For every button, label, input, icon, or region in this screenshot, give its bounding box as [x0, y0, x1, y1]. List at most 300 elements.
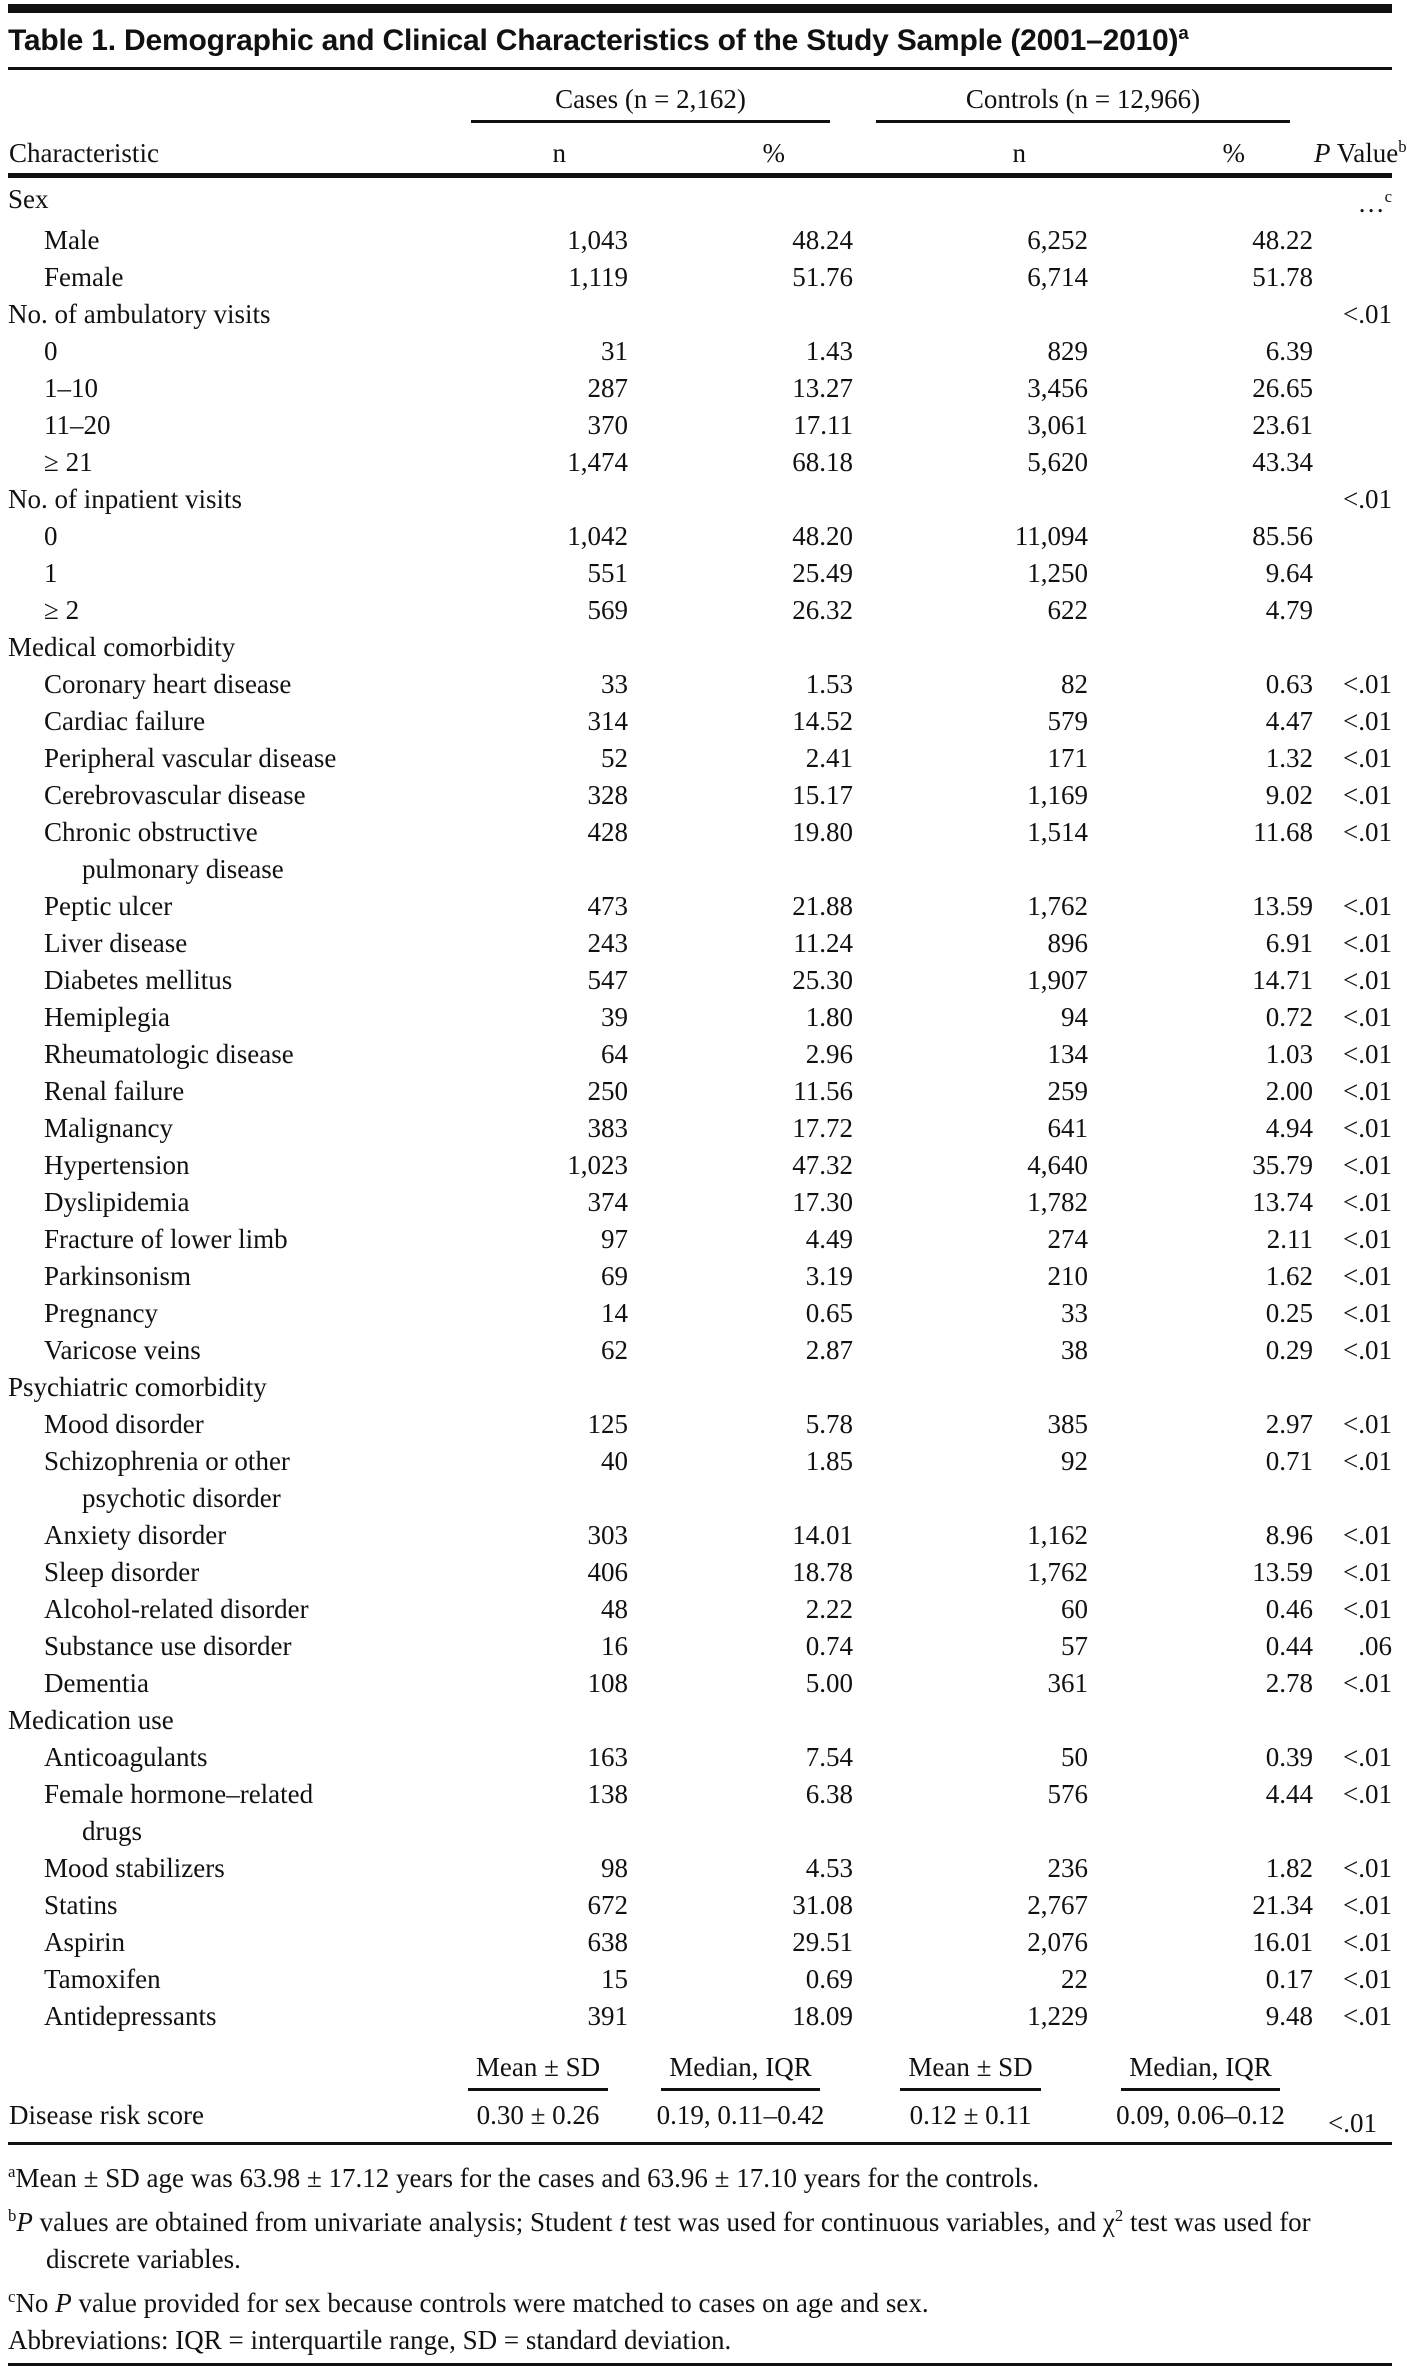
cell-controls-n: 579: [1047, 705, 1089, 736]
cell-cases-pct: 1.53: [805, 668, 854, 699]
cell-cases-n: 370: [587, 409, 628, 440]
cell-cases-n: [448, 851, 628, 888]
cell-p-value: [1313, 333, 1392, 370]
cell-cases-pct: 18.09: [792, 2000, 854, 2031]
cell-cases-pct: 11.24: [793, 927, 854, 958]
cell-controls-pct: 4.79: [1265, 594, 1314, 625]
cell-controls-pct: [1088, 296, 1313, 333]
cell-cases-n: [448, 1813, 628, 1850]
cell-controls-n: 50: [1061, 1741, 1089, 1772]
cell-controls-n: 2,767: [1027, 1889, 1089, 1920]
cell-cases-n: 52: [601, 742, 628, 773]
cell-cases-pct: [628, 1702, 853, 1739]
cell-controls-pct: 0.17: [1265, 1963, 1314, 1994]
cell-controls-n: 82: [1061, 668, 1089, 699]
table-row: [8, 962, 1392, 999]
cell-p-value: [1313, 407, 1392, 444]
cell-controls-n: [853, 175, 1088, 222]
cell-p-value: [1313, 518, 1392, 555]
cell-cases-pct: 68.18: [792, 446, 854, 477]
footnote-a: $^a$Mean ± SD age was 63.98 ± 17.12 years for the cases and 63.96 ± 17.10 years for the controls.: [8, 2161, 1040, 2193]
cell-cases-pct: 48.24: [792, 224, 854, 255]
row-label: Malignancy: [44, 1112, 173, 1143]
cell-controls-n: 1,229: [1027, 2000, 1089, 2031]
cell-cases-pct: 2.41: [805, 742, 854, 773]
cell-cases-n: 33: [601, 668, 628, 699]
cell-cases-pct: 47.32: [792, 1149, 854, 1180]
cell-p-value: <.01: [1343, 964, 1393, 995]
cell-controls-n: 33: [1061, 1297, 1089, 1328]
row-label: Antidepressants: [44, 2000, 217, 2031]
cell-cases-n: 163: [587, 1741, 628, 1772]
cell-controls-pct: 21.34: [1252, 1889, 1314, 1920]
cell-p-value: <.01: [1343, 1445, 1393, 1476]
cell-cases-pct: 29.51: [792, 1926, 854, 1957]
top-rule: [8, 4, 1392, 13]
cell-controls-pct: 26.65: [1252, 372, 1314, 403]
table-row: [8, 925, 1392, 962]
cell-controls-pct: 6.39: [1265, 335, 1314, 366]
cell-controls-n: 641: [1047, 1112, 1089, 1143]
controls-group-header: [853, 70, 1313, 124]
cell-controls-n: 576: [1047, 1778, 1089, 1809]
cell-p-value: [1313, 1702, 1392, 1739]
column-group-row: [8, 70, 1392, 124]
cell-cases-pct: 2.22: [805, 1593, 854, 1624]
cell-p-value: …$^c$: [1357, 186, 1393, 218]
cell-controls-pct: [1088, 1813, 1313, 1850]
cell-controls-n: 11,094: [1014, 520, 1089, 551]
table-row: [8, 1739, 1392, 1776]
cell-cases-pct: 18.78: [792, 1556, 854, 1587]
row-label: 1: [44, 557, 58, 588]
cell-p-value: <.01: [1343, 1741, 1393, 1772]
header-p-italic: P: [1314, 137, 1331, 168]
cell-cases-pct: [628, 481, 853, 518]
cell-controls-n: 3,061: [1027, 409, 1089, 440]
bottom-rule: [8, 2363, 1392, 2366]
cell-cases-n: 48: [601, 1593, 628, 1624]
cell-controls-pct: 13.59: [1252, 890, 1314, 921]
cell-cases-n: 138: [587, 1778, 628, 1809]
column-header-row: [8, 124, 1392, 176]
cell-cases-n: 40: [601, 1445, 628, 1476]
table-row: [8, 1887, 1392, 1924]
cell-controls-pct: 0.39: [1265, 1741, 1314, 1772]
footnote-c: $^c$No P value provided for sex because controls were matched to cases on age and sex.: [8, 2286, 929, 2318]
cell-controls-pct: 43.34: [1252, 446, 1314, 477]
cell-cases-pct: 0.74: [805, 1630, 854, 1661]
cell-controls-n: 1,762: [1027, 890, 1089, 921]
demographics-table: [8, 70, 1407, 2140]
risk-subheader-spacer: [8, 2035, 448, 2092]
cases-group-header: [448, 70, 853, 124]
row-label: Psychiatric comorbidity: [8, 1371, 267, 1402]
cell-p-value: <.01: [1343, 1001, 1393, 1032]
table-row: [8, 1295, 1392, 1332]
cell-controls-n: 1,169: [1027, 779, 1089, 810]
cell-p-value: [1313, 629, 1392, 666]
table-row: [8, 1591, 1392, 1628]
cell-controls-pct: 0.25: [1265, 1297, 1314, 1328]
cell-cases-n: 1,474: [567, 446, 628, 477]
table-row: [8, 740, 1392, 777]
table-row: [8, 1221, 1392, 1258]
table-row: [8, 1369, 1392, 1406]
cell-cases-n: 31: [601, 335, 628, 366]
cell-controls-n: 829: [1047, 335, 1089, 366]
cell-cases-pct: 25.49: [792, 557, 854, 588]
row-label: Sex: [8, 184, 49, 214]
cell-cases-n: 62: [601, 1334, 628, 1365]
table-row: [8, 592, 1392, 629]
row-label: 0: [44, 335, 58, 366]
table-row: [8, 777, 1392, 814]
cell-p-value: <.01: [1343, 1593, 1393, 1624]
cell-cases-n: 1,043: [567, 224, 628, 255]
cell-cases-pct: 3.19: [805, 1260, 854, 1291]
cell-cases-pct: [628, 629, 853, 666]
table-row: [8, 1036, 1392, 1073]
cell-controls-pct: 4.44: [1265, 1778, 1314, 1809]
row-label: Schizophrenia or other: [44, 1445, 290, 1476]
cell-cases-pct: [628, 1480, 853, 1517]
row-label: Cerebrovascular disease: [44, 779, 306, 810]
cell-p-value: <.01: [1343, 1963, 1393, 1994]
cell-controls-n: [853, 851, 1088, 888]
cell-controls-n: 1,250: [1027, 557, 1089, 588]
cell-p-value: <.01: [1343, 779, 1393, 810]
cell-controls-pct: [1088, 1480, 1313, 1517]
cell-controls-pct: 0.72: [1265, 1001, 1314, 1032]
cell-controls-n: 210: [1047, 1260, 1089, 1291]
table-row: [8, 370, 1392, 407]
footnote-b: $^b$P values are obtained from univariate analysis; Student t test was used for continuous variables, and $\chi^2$ test was used for discrete variables.: [8, 2205, 1311, 2274]
cell-controls-n: 4,640: [1027, 1149, 1089, 1180]
cell-cases-n: 547: [587, 964, 628, 995]
cell-controls-pct: 35.79: [1252, 1149, 1314, 1180]
cell-p-value: [1313, 555, 1392, 592]
cell-cases-n: 391: [587, 2000, 628, 2031]
cell-controls-n: 38: [1061, 1334, 1089, 1365]
cell-p-value: <.01: [1343, 1852, 1393, 1883]
risk-subheader-controls-median: Median, IQR: [1088, 2035, 1313, 2092]
row-label: Parkinsonism: [44, 1260, 192, 1291]
cell-p-value: <.01: [1343, 1223, 1393, 1254]
cell-cases-pct: 21.88: [792, 890, 854, 921]
cell-controls-pct: 2.78: [1265, 1667, 1314, 1698]
row-label: Peptic ulcer: [44, 890, 173, 921]
cell-controls-pct: 4.47: [1265, 705, 1314, 736]
cell-controls-n: 2,076: [1027, 1926, 1089, 1957]
cell-controls-n: 6,714: [1027, 261, 1089, 292]
cell-cases-n: 125: [587, 1408, 628, 1439]
cell-cases-n: 108: [587, 1667, 628, 1698]
header-p-footnote-marker: b: [1398, 136, 1407, 156]
cell-cases-pct: 19.80: [792, 816, 854, 847]
table-title-text: Table 1. Demographic and Clinical Characteristics of the Study Sample (2001–2010): [8, 24, 1179, 57]
table-row: [8, 1147, 1392, 1184]
row-label: Medical comorbidity: [8, 631, 236, 662]
header-p-value: [1313, 124, 1407, 176]
cell-controls-pct: 9.02: [1265, 779, 1314, 810]
risk-cases-mean-sd: 0.30 ± 0.26: [476, 2100, 600, 2130]
cell-controls-pct: 0.44: [1265, 1630, 1314, 1661]
table-row: [8, 1628, 1392, 1665]
table-row: [8, 444, 1392, 481]
cell-controls-pct: [1088, 629, 1313, 666]
table-row: [8, 629, 1392, 666]
table-row: [8, 1998, 1392, 2035]
table-row: [8, 1480, 1392, 1517]
row-label: 0: [44, 520, 58, 551]
risk-controls-mean-sd: 0.12 ± 0.11: [909, 2100, 1032, 2130]
cell-cases-n: 1,042: [567, 520, 628, 551]
table-row: [8, 296, 1392, 333]
cell-cases-n: 69: [601, 1260, 628, 1291]
cell-controls-n: 274: [1047, 1223, 1089, 1254]
table-row: [8, 1554, 1392, 1591]
cell-p-value: <.01: [1343, 2000, 1393, 2031]
cell-cases-pct: 7.54: [805, 1741, 854, 1772]
cell-controls-n: 134: [1047, 1038, 1089, 1069]
cell-cases-n: [448, 629, 628, 666]
group-spacer: [8, 70, 448, 124]
table-row: [8, 1702, 1392, 1739]
cell-controls-n: [853, 1813, 1088, 1850]
row-label: Coronary heart disease: [44, 668, 292, 699]
cell-cases-pct: 2.87: [805, 1334, 854, 1365]
row-label: Cardiac failure: [44, 705, 206, 736]
cell-cases-pct: 2.96: [805, 1038, 854, 1069]
cell-cases-pct: 0.65: [805, 1297, 854, 1328]
header-controls-n: n: [853, 124, 1088, 176]
cell-p-value: [1313, 370, 1392, 407]
row-label: ≥ 21: [44, 446, 93, 477]
cell-p-value: <.01: [1343, 1260, 1393, 1291]
row-label: Diabetes mellitus: [44, 964, 233, 995]
risk-cases-median-iqr: 0.19, 0.11–0.42: [656, 2100, 825, 2130]
cell-cases-n: 428: [587, 816, 628, 847]
cell-controls-pct: [1088, 481, 1313, 518]
cell-cases-pct: 17.11: [793, 409, 854, 440]
cell-controls-n: 22: [1061, 1963, 1089, 1994]
cell-controls-n: 896: [1047, 927, 1089, 958]
cell-controls-n: 385: [1047, 1408, 1089, 1439]
p-value-footnote-marker: c: [1384, 186, 1393, 206]
cell-p-value: <.01: [1343, 1667, 1393, 1698]
cell-controls-n: [853, 1369, 1088, 1406]
cell-controls-pct: 0.46: [1265, 1593, 1314, 1624]
row-label: Fracture of lower limb: [44, 1223, 288, 1254]
cell-controls-pct: 2.00: [1265, 1075, 1314, 1106]
cell-cases-pct: 15.17: [792, 779, 854, 810]
table-row: [8, 481, 1392, 518]
table-row: [8, 1258, 1392, 1295]
cell-p-value: [1313, 444, 1392, 481]
table-body: [8, 175, 1392, 2035]
cell-controls-pct: [1088, 175, 1313, 222]
cell-p-value: <.01: [1343, 1149, 1393, 1180]
table-title-footnote-marker: a: [1178, 22, 1189, 43]
cell-controls-pct: [1088, 851, 1313, 888]
cell-cases-n: 1,119: [568, 261, 628, 292]
table-row: [8, 222, 1392, 259]
header-cases-n: n: [448, 124, 628, 176]
cell-controls-n: [853, 296, 1088, 333]
cell-controls-pct: 0.71: [1265, 1445, 1314, 1476]
row-label: Mood stabilizers: [44, 1852, 225, 1883]
cell-cases-pct: 0.69: [805, 1963, 854, 1994]
cell-controls-pct: 0.29: [1265, 1334, 1314, 1365]
cell-cases-n: 383: [587, 1112, 628, 1143]
row-label: No. of inpatient visits: [8, 483, 242, 514]
row-label: ≥ 2: [44, 594, 80, 625]
cell-controls-n: 94: [1061, 1001, 1089, 1032]
cell-controls-pct: 4.94: [1265, 1112, 1314, 1143]
cell-controls-pct: 48.22: [1252, 224, 1314, 255]
row-label: No. of ambulatory visits: [8, 298, 271, 329]
cell-controls-pct: 1.62: [1265, 1260, 1314, 1291]
cell-controls-pct: 85.56: [1252, 520, 1314, 551]
cell-controls-pct: 13.74: [1252, 1186, 1314, 1217]
table-row: [8, 1517, 1392, 1554]
cell-cases-pct: 26.32: [792, 594, 854, 625]
risk-score-section: [8, 2035, 1392, 2140]
row-label: Statins: [44, 1889, 118, 1920]
row-label: Hemiplegia: [44, 1001, 170, 1032]
row-label: psychotic disorder: [82, 1482, 281, 1513]
risk-values-row: [8, 2092, 1392, 2140]
row-label: 1–10: [44, 372, 98, 403]
risk-subheader-row: [8, 2035, 1392, 2092]
cell-p-value: <.01: [1343, 298, 1393, 329]
cell-cases-pct: 4.49: [805, 1223, 854, 1254]
paper-table-page: [0, 4, 1407, 2355]
cell-p-value: <.01: [1343, 483, 1393, 514]
footnote-abbreviations: Abbreviations: IQR = interquartile range, SD = standard deviation.: [8, 2324, 732, 2355]
cell-cases-n: 569: [587, 594, 628, 625]
cell-cases-n: 551: [587, 557, 628, 588]
table-row: [8, 1961, 1392, 1998]
cell-controls-pct: 13.59: [1252, 1556, 1314, 1587]
cell-controls-pct: [1088, 1702, 1313, 1739]
table-row: [8, 1184, 1392, 1221]
table-row: [8, 1443, 1392, 1480]
cell-controls-pct: 9.64: [1265, 557, 1314, 588]
table-row: [8, 407, 1392, 444]
cell-cases-n: 314: [587, 705, 628, 736]
risk-subheader-controls-mean: Mean ± SD: [853, 2035, 1088, 2092]
table-row: [8, 666, 1392, 703]
cell-p-value: <.01: [1343, 742, 1393, 773]
cell-cases-pct: 1.85: [805, 1445, 854, 1476]
cell-p-value: <.01: [1343, 816, 1393, 847]
cell-cases-n: 14: [601, 1297, 628, 1328]
row-label: Liver disease: [44, 927, 188, 958]
cell-controls-n: [853, 1702, 1088, 1739]
cell-controls-n: 361: [1047, 1667, 1089, 1698]
cell-p-value: <.01: [1343, 1334, 1393, 1365]
risk-subheader-cases-median: Median, IQR: [628, 2035, 853, 2092]
row-label: Anticoagulants: [44, 1741, 208, 1772]
cell-controls-n: [853, 481, 1088, 518]
cell-cases-n: 98: [601, 1852, 628, 1883]
cell-p-value: <.01: [1343, 1519, 1393, 1550]
cell-cases-pct: 31.08: [792, 1889, 854, 1920]
row-label: Varicose veins: [44, 1334, 201, 1365]
cell-cases-pct: 13.27: [792, 372, 854, 403]
cell-p-value: [1313, 1480, 1392, 1517]
cell-cases-pct: 25.30: [792, 964, 854, 995]
cell-p-value: [1313, 592, 1392, 629]
cell-p-value: [1313, 1369, 1392, 1406]
cell-cases-n: 328: [587, 779, 628, 810]
cell-cases-n: [448, 1369, 628, 1406]
table-row: [8, 259, 1392, 296]
row-label: 11–20: [44, 409, 111, 440]
cell-controls-n: 6,252: [1027, 224, 1089, 255]
table-row: [8, 1110, 1392, 1147]
cell-cases-pct: 4.53: [805, 1852, 854, 1883]
risk-controls-median-iqr: 0.09, 0.06–0.12: [1116, 2100, 1285, 2130]
cell-cases-pct: [628, 1813, 853, 1850]
cell-cases-n: 303: [587, 1519, 628, 1550]
cell-cases-n: [448, 296, 628, 333]
cell-p-value: [1313, 222, 1392, 259]
cell-controls-n: 1,162: [1027, 1519, 1089, 1550]
table-row: [8, 555, 1392, 592]
cell-cases-n: 243: [587, 927, 628, 958]
cell-controls-pct: 16.01: [1252, 1926, 1314, 1957]
cell-cases-pct: 5.00: [805, 1667, 854, 1698]
cell-cases-n: [448, 481, 628, 518]
cell-cases-n: [448, 1702, 628, 1739]
cell-cases-pct: 1.80: [805, 1001, 854, 1032]
cell-cases-pct: [628, 296, 853, 333]
cell-controls-pct: 9.48: [1265, 2000, 1314, 2031]
row-label: Alcohol-related disorder: [44, 1593, 309, 1624]
cell-controls-pct: 1.03: [1265, 1038, 1314, 1069]
cell-cases-n: 1,023: [567, 1149, 628, 1180]
risk-p-value: <.01: [1328, 2107, 1378, 2138]
cell-cases-pct: 51.76: [792, 261, 854, 292]
cell-controls-n: 3,456: [1027, 372, 1089, 403]
cell-cases-n: 638: [587, 1926, 628, 1957]
cell-controls-pct: 23.61: [1252, 409, 1314, 440]
cell-p-value: <.01: [1343, 705, 1393, 736]
cases-group-label: Cases (n = 2,162): [471, 84, 830, 123]
row-label: Hypertension: [44, 1149, 190, 1180]
cell-controls-pct: 1.32: [1265, 742, 1314, 773]
cell-cases-pct: 48.20: [792, 520, 854, 551]
cell-controls-n: 236: [1047, 1852, 1089, 1883]
table-row: [8, 703, 1392, 740]
cell-cases-n: 374: [587, 1186, 628, 1217]
row-label: Peripheral vascular disease: [44, 742, 337, 773]
cell-cases-pct: 14.52: [792, 705, 854, 736]
cell-p-value: <.01: [1343, 1889, 1393, 1920]
cell-p-value: <.01: [1343, 1297, 1393, 1328]
cell-p-value: <.01: [1343, 668, 1393, 699]
table-row: [8, 814, 1392, 851]
cell-p-value: <.01: [1343, 1556, 1393, 1587]
cell-cases-pct: 17.72: [792, 1112, 854, 1143]
row-label: Tamoxifen: [44, 1963, 161, 1994]
cell-p-value: [1313, 259, 1392, 296]
cell-cases-n: 406: [587, 1556, 628, 1587]
cell-controls-n: 1,762: [1027, 1556, 1089, 1587]
